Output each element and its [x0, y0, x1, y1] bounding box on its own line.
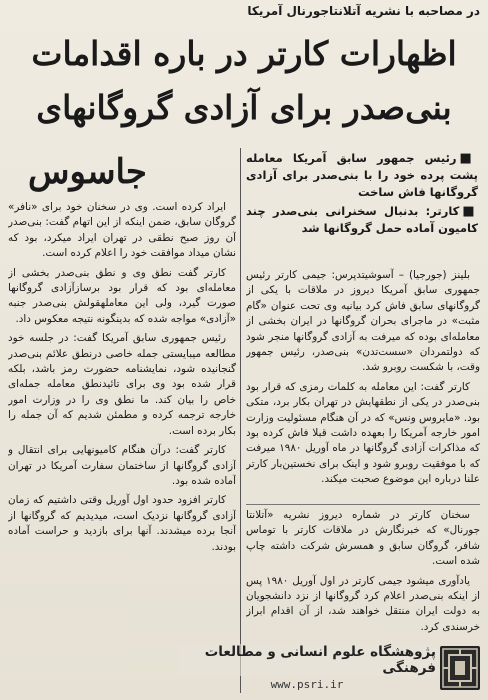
- article-paragraph: کارتر گفت نطق وی و نطق بنی‌صدر بخشی از معامله‌ای بود که قرار بود برسازآزادی گروگانها صورت گیرد، ولی این معاملهقولش بنی‌صدر جنبه «آزادی» مواجه شده که بدینگونه نتیجه معکوس داد.: [8, 266, 236, 325]
- article-paragraph: بلینز (جورجیا) – آسوشیتدپرس: جیمی کارتر رئیس جمهوری سابق آمریکا دیروز در ملاقات با یکی از گروگانهای سابق فاش کرد بیانیه وی تحت عنوان «گام مثبت» در ماجرای بحران گروگانها در ایران بخشی از معامله‌ای بوده که میرفت به آزادی گروگانها منجر شود که دولتمردان «سست‌تدن» بنی‌صدر، رئیس جمهور وقت، با شکست روبرو شد.: [246, 269, 480, 374]
- watermark-title: پژوهشگاه علوم انسانی و مطالعات فرهنگی: [178, 644, 436, 676]
- section-rule: [246, 504, 480, 505]
- article-paragraph: ایراد کرده است. وی در سخنان خود برای «نافر» گروگان سابق، ضمن اینکه از این اتهام گفت: بنی‌صدر آن روز صبح نطقی در تهران ایراد میکرد، بود که نشان میداد موافقت خود را اعلام کرده است.: [8, 201, 236, 260]
- article-paragraph: کارتر افزود حدود اول آوریل وقتی داشتیم که زمان آزادی گروگانها نزدیک است، میدیدیم که گروگانها از آنجا برده میشدند. آنها برای بازدید و حراست آماده بودند.: [8, 494, 236, 553]
- headline-line-3: جاسوس: [28, 152, 147, 192]
- column-divider: [240, 148, 241, 693]
- article-paragraph: سخنان کارتر در شماره دیروز نشریه «آتلانتا جورنال» که خبرنگارش در ملاقات کارتر با توماس شافر، گروگان سابق و همسرش شرکت داشته چاپ شده است.: [246, 509, 480, 568]
- article-column-left: [8, 200, 236, 690]
- subheadline-bullet-2: [246, 203, 478, 237]
- article-paragraph: کارتر گفت: درآن هنگام کامیونهایی برای انتقال و آزادی گروگانها از ساختمان سفارت آمریکا در تهران آماده شده بود.: [8, 444, 236, 487]
- institute-logo-icon: [440, 646, 480, 690]
- headline-line-2: بنی‌صدر برای آزادی گروگانهای: [36, 88, 452, 127]
- bullet-mark-icon: ■: [462, 204, 478, 219]
- article-paragraph: یادآوری میشود جیمی کارتر در اول آوریل ۱۹۸۰ پس از اینکه بنی‌صدر اعلام کرد گروگانها از نزد دانشجویان به دولت ایران منتقل خواهند شد، از آن اقدام ابراز خرسندی کرد.: [246, 574, 480, 633]
- subheadline-text: رئیس جمهور سابق آمریکا معامله پشت پرده خود را با بنی‌صدر برای آزادی گروگانها فاش ساخت: [246, 151, 478, 199]
- watermark: [178, 644, 436, 692]
- watermark-url[interactable]: www.psri.ir: [270, 678, 344, 691]
- subheadline-bullet-1: [246, 150, 478, 201]
- article-paragraph: رئیس جمهوری سابق آمریکا گفت: در جلسه خود مطالعه میبایستی جمله خاصی درنطق علائم بنی‌صدر گنجانیده شود، نمایشنامه حضورت رمز باشد، بلکه قرار شده بود وی برای تائیدنطق معامله جمله‌ای خاص را بیان کند. ما نطق وی را در وزارت امور خارجه ترجمه کرده و مطمئن شدیم که آن جمله را بکار برده است.: [8, 332, 236, 437]
- bullet-mark-icon: ■: [459, 151, 478, 166]
- subheadline-text: کارتر: بدنبال سخنرانی بنی‌صدر چند کامیون آماده حمل گروگانها شد: [246, 204, 478, 235]
- article-paragraph: کارتر گفت: این معامله به کلمات رمزی که قرار بود بنی‌صدر در یکی از نطقهایش در تهران بکار برد، متکی بود. «مایروس ونس» که در آن هنگام مسئولیت وزارت امور خارجه آمریکا را بعهده داشت قبلا فاش کرده بود که مذاکرات آزادی گروگانها در ماه آوریل ۱۹۸۰ میرفت که با موفقیت روبرو شود و اینک برای نخستین‌بار کارتر علنا درباره این موضوع صحبت میکند.: [246, 380, 480, 486]
- article-column-right-lower: [246, 508, 480, 658]
- headline-line-1: اظهارات کارتر در باره اقدامات: [31, 34, 457, 73]
- header-note: در مصاحبه با نشریه آتلانتاجورنال آمریکا: [247, 4, 480, 18]
- article-column-right: [246, 268, 480, 500]
